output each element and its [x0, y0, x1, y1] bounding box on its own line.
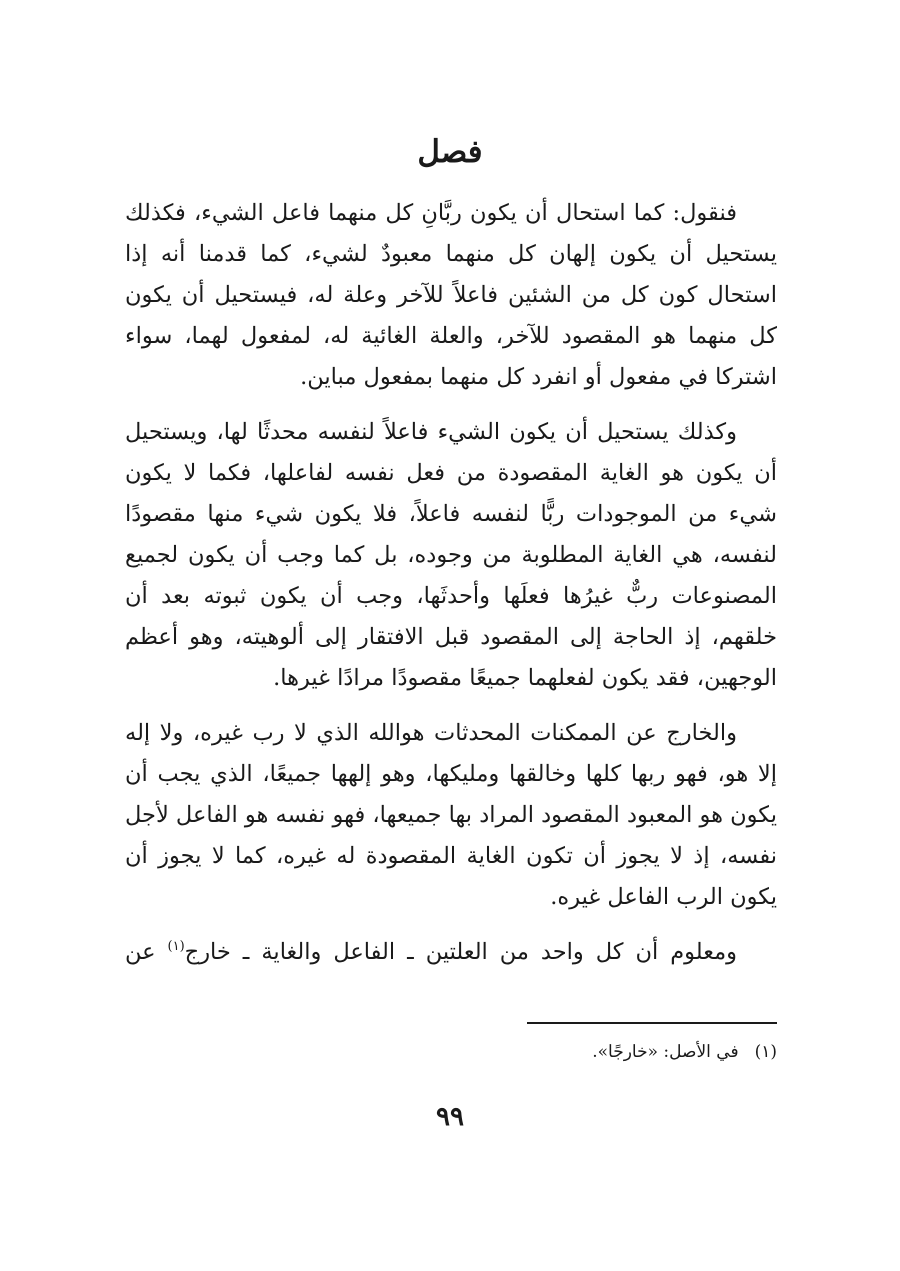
footnote-text: في الأصل: «خارجًا». [592, 1042, 739, 1062]
paragraph-4-continuation: عن [125, 939, 168, 965]
footnote [300, 1038, 777, 1066]
body-text [125, 193, 777, 987]
footnote-number: (١) [754, 1042, 777, 1062]
section-title: فصل [417, 134, 483, 170]
paragraph-1: فنقول: كما استحال أن يكون ربَّانِ كل منهما فاعل الشيء، فكذلك يستحيل أن يكون إلهان كل منهما معبودٌ لشيء، كما قدمنا أنه إذا استحال كون كل من الشئين فاعلاً للآخر وعلة له، فيستحيل أن يكون كل منهما هو المقصود للآخر، والعلة الغائية له، لمفعول لهما، سواء اشتركا في مفعول أو انفرد كل منهما بمفعول مباين. [125, 200, 777, 390]
paragraph-2: وكذلك يستحيل أن يكون الشيء فاعلاً لنفسه محدثًا لها، ويستحيل أن يكون هو الغاية المقصودة من فعل نفسه لفاعلها، فكما لا يكون شيء من الموجودات ربًّا لنفسه فاعلاً، فلا يكون شيء منها مقصودًا لنفسه، هي الغاية المطلوبة من وجوده، بل كما وجب أن يكون لجميع المصنوعات ربٌّ غيرُها فعلَها وأحدثَها، وجب أن يكون ثبوته بعد أن خلقهم، إذ الحاجة إلى المقصود قبل الافتقار إلى ألوهيته، وهو أعظم الوجهين، فقد يكون لفعلهما جميعًا مقصودًا مرادًا غيرها. [125, 419, 777, 691]
page-number: ٩٩ [436, 1102, 464, 1132]
paragraph-3: والخارج عن الممكنات المحدثات هوالله الذي لا رب غيره، ولا إله إلا هو، فهو ربها كلها وخالقها ومليكها، وهو إلهها جميعًا، الذي يجب أن يكون هو المعبود المقصود المراد بها جميعها، فهو نفسه هو الفاعل لأجل نفسه، إذ لا يجوز أن تكون الغاية المقصودة له غيره، كما لا يجوز أن يكون الرب الفاعل غيره. [125, 720, 777, 910]
paragraph-4 [125, 932, 777, 973]
footnote-marker[interactable]: (١) [167, 939, 185, 954]
paragraph-4-text: ومعلوم أن كل واحد من العلتين ـ الفاعل والغاية ـ خارج [184, 939, 737, 965]
footnote-divider [527, 1022, 777, 1024]
